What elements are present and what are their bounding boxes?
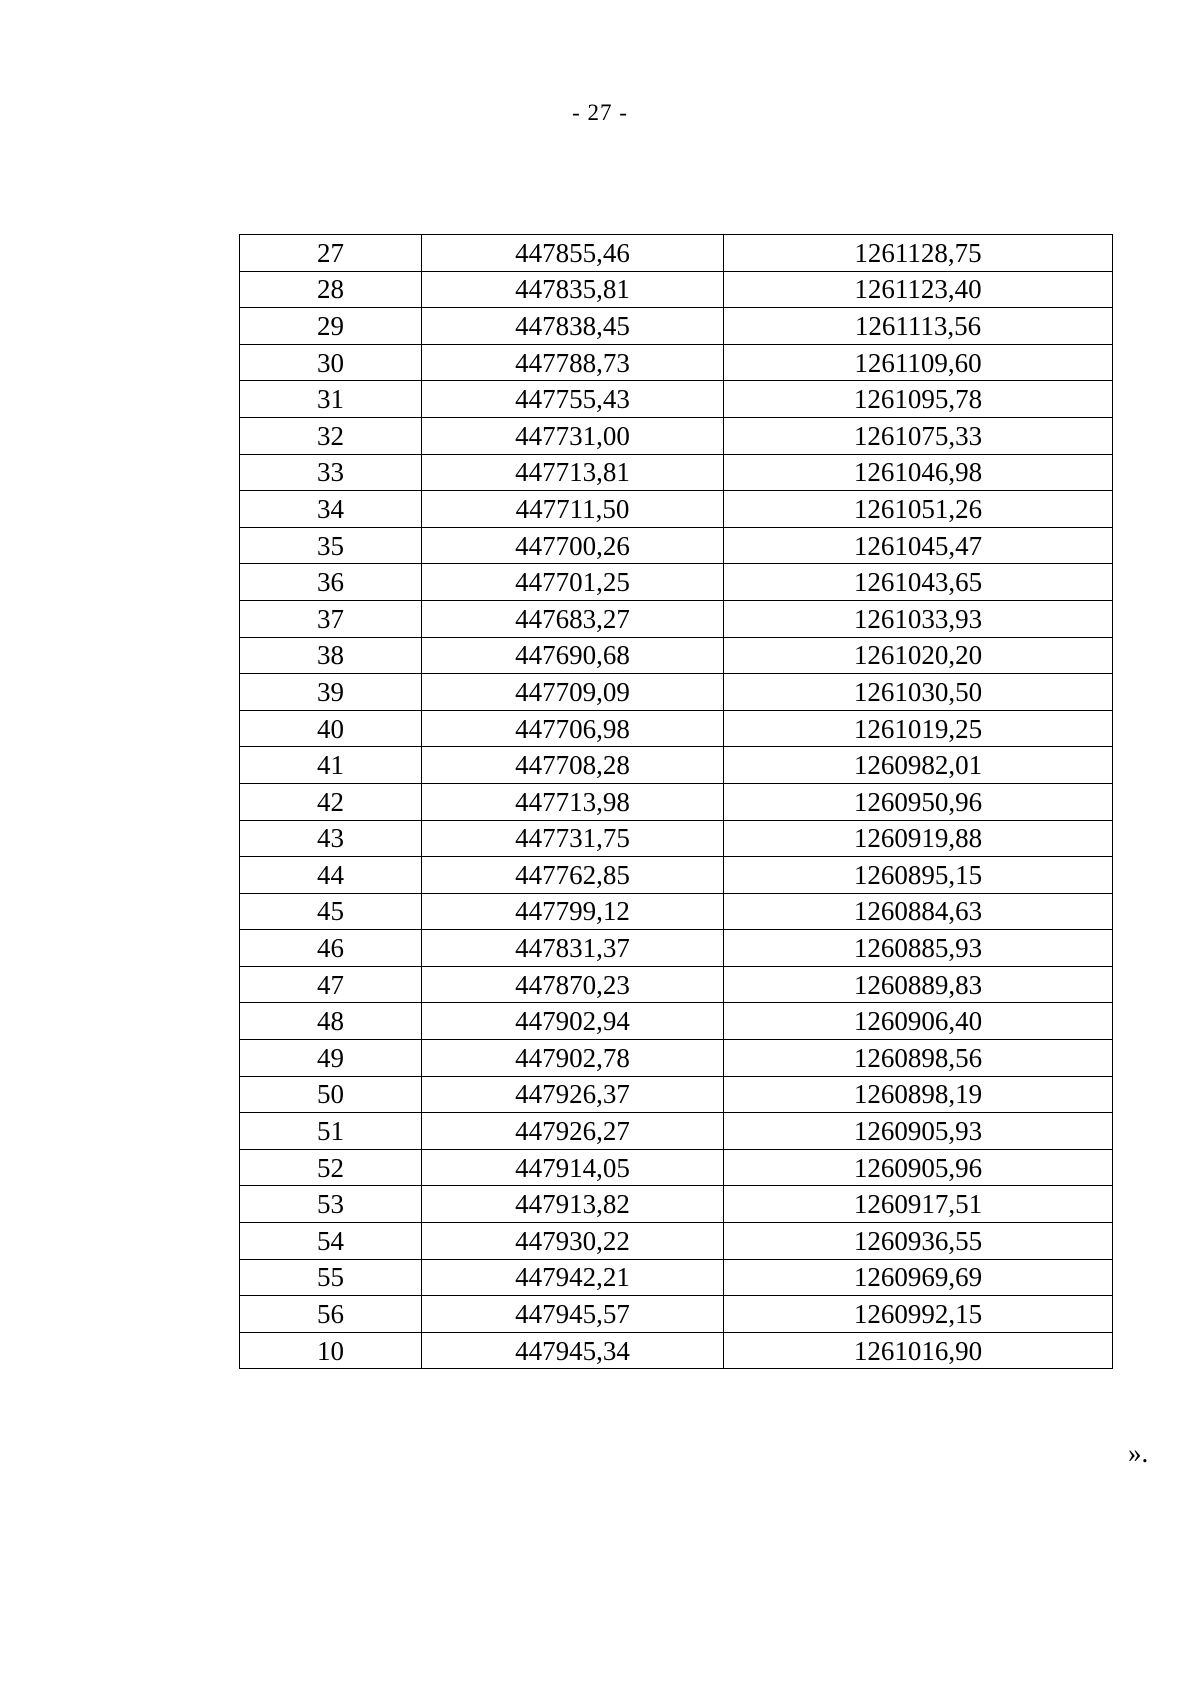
y-coordinate-cell: 1260898,19 [724, 1076, 1113, 1113]
point-number-cell: 34 [240, 491, 422, 528]
table-row [240, 308, 1113, 345]
y-coordinate-cell: 1260885,93 [724, 930, 1113, 967]
y-coordinate-cell: 1261030,50 [724, 674, 1113, 711]
point-number-cell: 10 [240, 1332, 422, 1369]
x-coordinate-cell: 447930,22 [422, 1223, 724, 1260]
point-number-cell: 30 [240, 344, 422, 381]
point-number-cell: 47 [240, 966, 422, 1003]
y-coordinate-cell: 1261020,20 [724, 637, 1113, 674]
point-number-cell: 44 [240, 857, 422, 894]
x-coordinate-cell: 447755,43 [422, 381, 724, 418]
x-coordinate-cell: 447713,98 [422, 783, 724, 820]
x-coordinate-cell: 447945,57 [422, 1296, 724, 1333]
table-row [240, 637, 1113, 674]
y-coordinate-cell: 1261043,65 [724, 564, 1113, 601]
y-coordinate-cell: 1261051,26 [724, 491, 1113, 528]
x-coordinate-cell: 447942,21 [422, 1259, 724, 1296]
y-coordinate-cell: 1261109,60 [724, 344, 1113, 381]
y-coordinate-cell: 1261016,90 [724, 1332, 1113, 1369]
table-row [240, 1296, 1113, 1333]
table-row [240, 344, 1113, 381]
x-coordinate-cell: 447683,27 [422, 600, 724, 637]
table-row [240, 381, 1113, 418]
y-coordinate-cell: 1261046,98 [724, 454, 1113, 491]
table-row [240, 1076, 1113, 1113]
point-number-cell: 56 [240, 1296, 422, 1333]
y-coordinate-cell: 1260969,69 [724, 1259, 1113, 1296]
x-coordinate-cell: 447870,23 [422, 966, 724, 1003]
y-coordinate-cell: 1260936,55 [724, 1223, 1113, 1260]
table-row [240, 1259, 1113, 1296]
x-coordinate-cell: 447838,45 [422, 308, 724, 345]
table-row [240, 1186, 1113, 1223]
point-number-cell: 55 [240, 1259, 422, 1296]
point-number-cell: 41 [240, 747, 422, 784]
y-coordinate-cell: 1260906,40 [724, 1003, 1113, 1040]
y-coordinate-cell: 1260919,88 [724, 820, 1113, 857]
x-coordinate-cell: 447731,00 [422, 417, 724, 454]
point-number-cell: 37 [240, 600, 422, 637]
y-coordinate-cell: 1261033,93 [724, 600, 1113, 637]
closing-quote: ». [1128, 1438, 1149, 1468]
y-coordinate-cell: 1261123,40 [724, 271, 1113, 308]
y-coordinate-cell: 1261128,75 [724, 235, 1113, 272]
x-coordinate-cell: 447902,78 [422, 1040, 724, 1077]
point-number-cell: 54 [240, 1223, 422, 1260]
page-number: - 27 - [572, 100, 628, 125]
point-number-cell: 28 [240, 271, 422, 308]
table-row [240, 820, 1113, 857]
x-coordinate-cell: 447788,73 [422, 344, 724, 381]
y-coordinate-cell: 1260982,01 [724, 747, 1113, 784]
y-coordinate-cell: 1260898,56 [724, 1040, 1113, 1077]
x-coordinate-cell: 447902,94 [422, 1003, 724, 1040]
y-coordinate-cell: 1261095,78 [724, 381, 1113, 418]
y-coordinate-cell: 1260917,51 [724, 1186, 1113, 1223]
x-coordinate-cell: 447701,25 [422, 564, 724, 601]
point-number-cell: 51 [240, 1113, 422, 1150]
point-number-cell: 40 [240, 710, 422, 747]
y-coordinate-cell: 1261075,33 [724, 417, 1113, 454]
point-number-cell: 48 [240, 1003, 422, 1040]
point-number-cell: 53 [240, 1186, 422, 1223]
y-coordinate-cell: 1260905,93 [724, 1113, 1113, 1150]
table-row [240, 1149, 1113, 1186]
point-number-cell: 50 [240, 1076, 422, 1113]
x-coordinate-cell: 447711,50 [422, 491, 724, 528]
table-row [240, 783, 1113, 820]
table-row [240, 857, 1113, 894]
table-row [240, 1332, 1113, 1369]
table-row [240, 893, 1113, 930]
x-coordinate-cell: 447914,05 [422, 1149, 724, 1186]
point-number-cell: 32 [240, 417, 422, 454]
table-row [240, 600, 1113, 637]
point-number-cell: 52 [240, 1149, 422, 1186]
table-row [240, 1223, 1113, 1260]
table-row [240, 747, 1113, 784]
table-row [240, 235, 1113, 272]
point-number-cell: 27 [240, 235, 422, 272]
x-coordinate-cell: 447926,37 [422, 1076, 724, 1113]
x-coordinate-cell: 447762,85 [422, 857, 724, 894]
x-coordinate-cell: 447855,46 [422, 235, 724, 272]
x-coordinate-cell: 447709,09 [422, 674, 724, 711]
y-coordinate-cell: 1260895,15 [724, 857, 1113, 894]
point-number-cell: 42 [240, 783, 422, 820]
x-coordinate-cell: 447945,34 [422, 1332, 724, 1369]
y-coordinate-cell: 1260889,83 [724, 966, 1113, 1003]
y-coordinate-cell: 1260884,63 [724, 893, 1113, 930]
x-coordinate-cell: 447706,98 [422, 710, 724, 747]
coordinates-table-body [240, 235, 1113, 1369]
table-row [240, 1040, 1113, 1077]
table-row [240, 417, 1113, 454]
y-coordinate-cell: 1260905,96 [724, 1149, 1113, 1186]
point-number-cell: 29 [240, 308, 422, 345]
table-row [240, 491, 1113, 528]
table-row [240, 564, 1113, 601]
x-coordinate-cell: 447926,27 [422, 1113, 724, 1150]
point-number-cell: 36 [240, 564, 422, 601]
coordinates-table [239, 234, 1113, 1369]
point-number-cell: 46 [240, 930, 422, 967]
x-coordinate-cell: 447708,28 [422, 747, 724, 784]
point-number-cell: 33 [240, 454, 422, 491]
x-coordinate-cell: 447835,81 [422, 271, 724, 308]
y-coordinate-cell: 1261045,47 [724, 527, 1113, 564]
x-coordinate-cell: 447731,75 [422, 820, 724, 857]
table-row [240, 1113, 1113, 1150]
x-coordinate-cell: 447690,68 [422, 637, 724, 674]
table-row [240, 527, 1113, 564]
x-coordinate-cell: 447799,12 [422, 893, 724, 930]
point-number-cell: 35 [240, 527, 422, 564]
y-coordinate-cell: 1261113,56 [724, 308, 1113, 345]
point-number-cell: 43 [240, 820, 422, 857]
table-row [240, 710, 1113, 747]
x-coordinate-cell: 447913,82 [422, 1186, 724, 1223]
point-number-cell: 38 [240, 637, 422, 674]
y-coordinate-cell: 1260992,15 [724, 1296, 1113, 1333]
x-coordinate-cell: 447700,26 [422, 527, 724, 564]
x-coordinate-cell: 447713,81 [422, 454, 724, 491]
point-number-cell: 31 [240, 381, 422, 418]
table-row [240, 674, 1113, 711]
table-row [240, 1003, 1113, 1040]
point-number-cell: 39 [240, 674, 422, 711]
y-coordinate-cell: 1261019,25 [724, 710, 1113, 747]
point-number-cell: 49 [240, 1040, 422, 1077]
table-row [240, 271, 1113, 308]
point-number-cell: 45 [240, 893, 422, 930]
x-coordinate-cell: 447831,37 [422, 930, 724, 967]
table-row [240, 454, 1113, 491]
table-row [240, 930, 1113, 967]
table-row [240, 966, 1113, 1003]
y-coordinate-cell: 1260950,96 [724, 783, 1113, 820]
